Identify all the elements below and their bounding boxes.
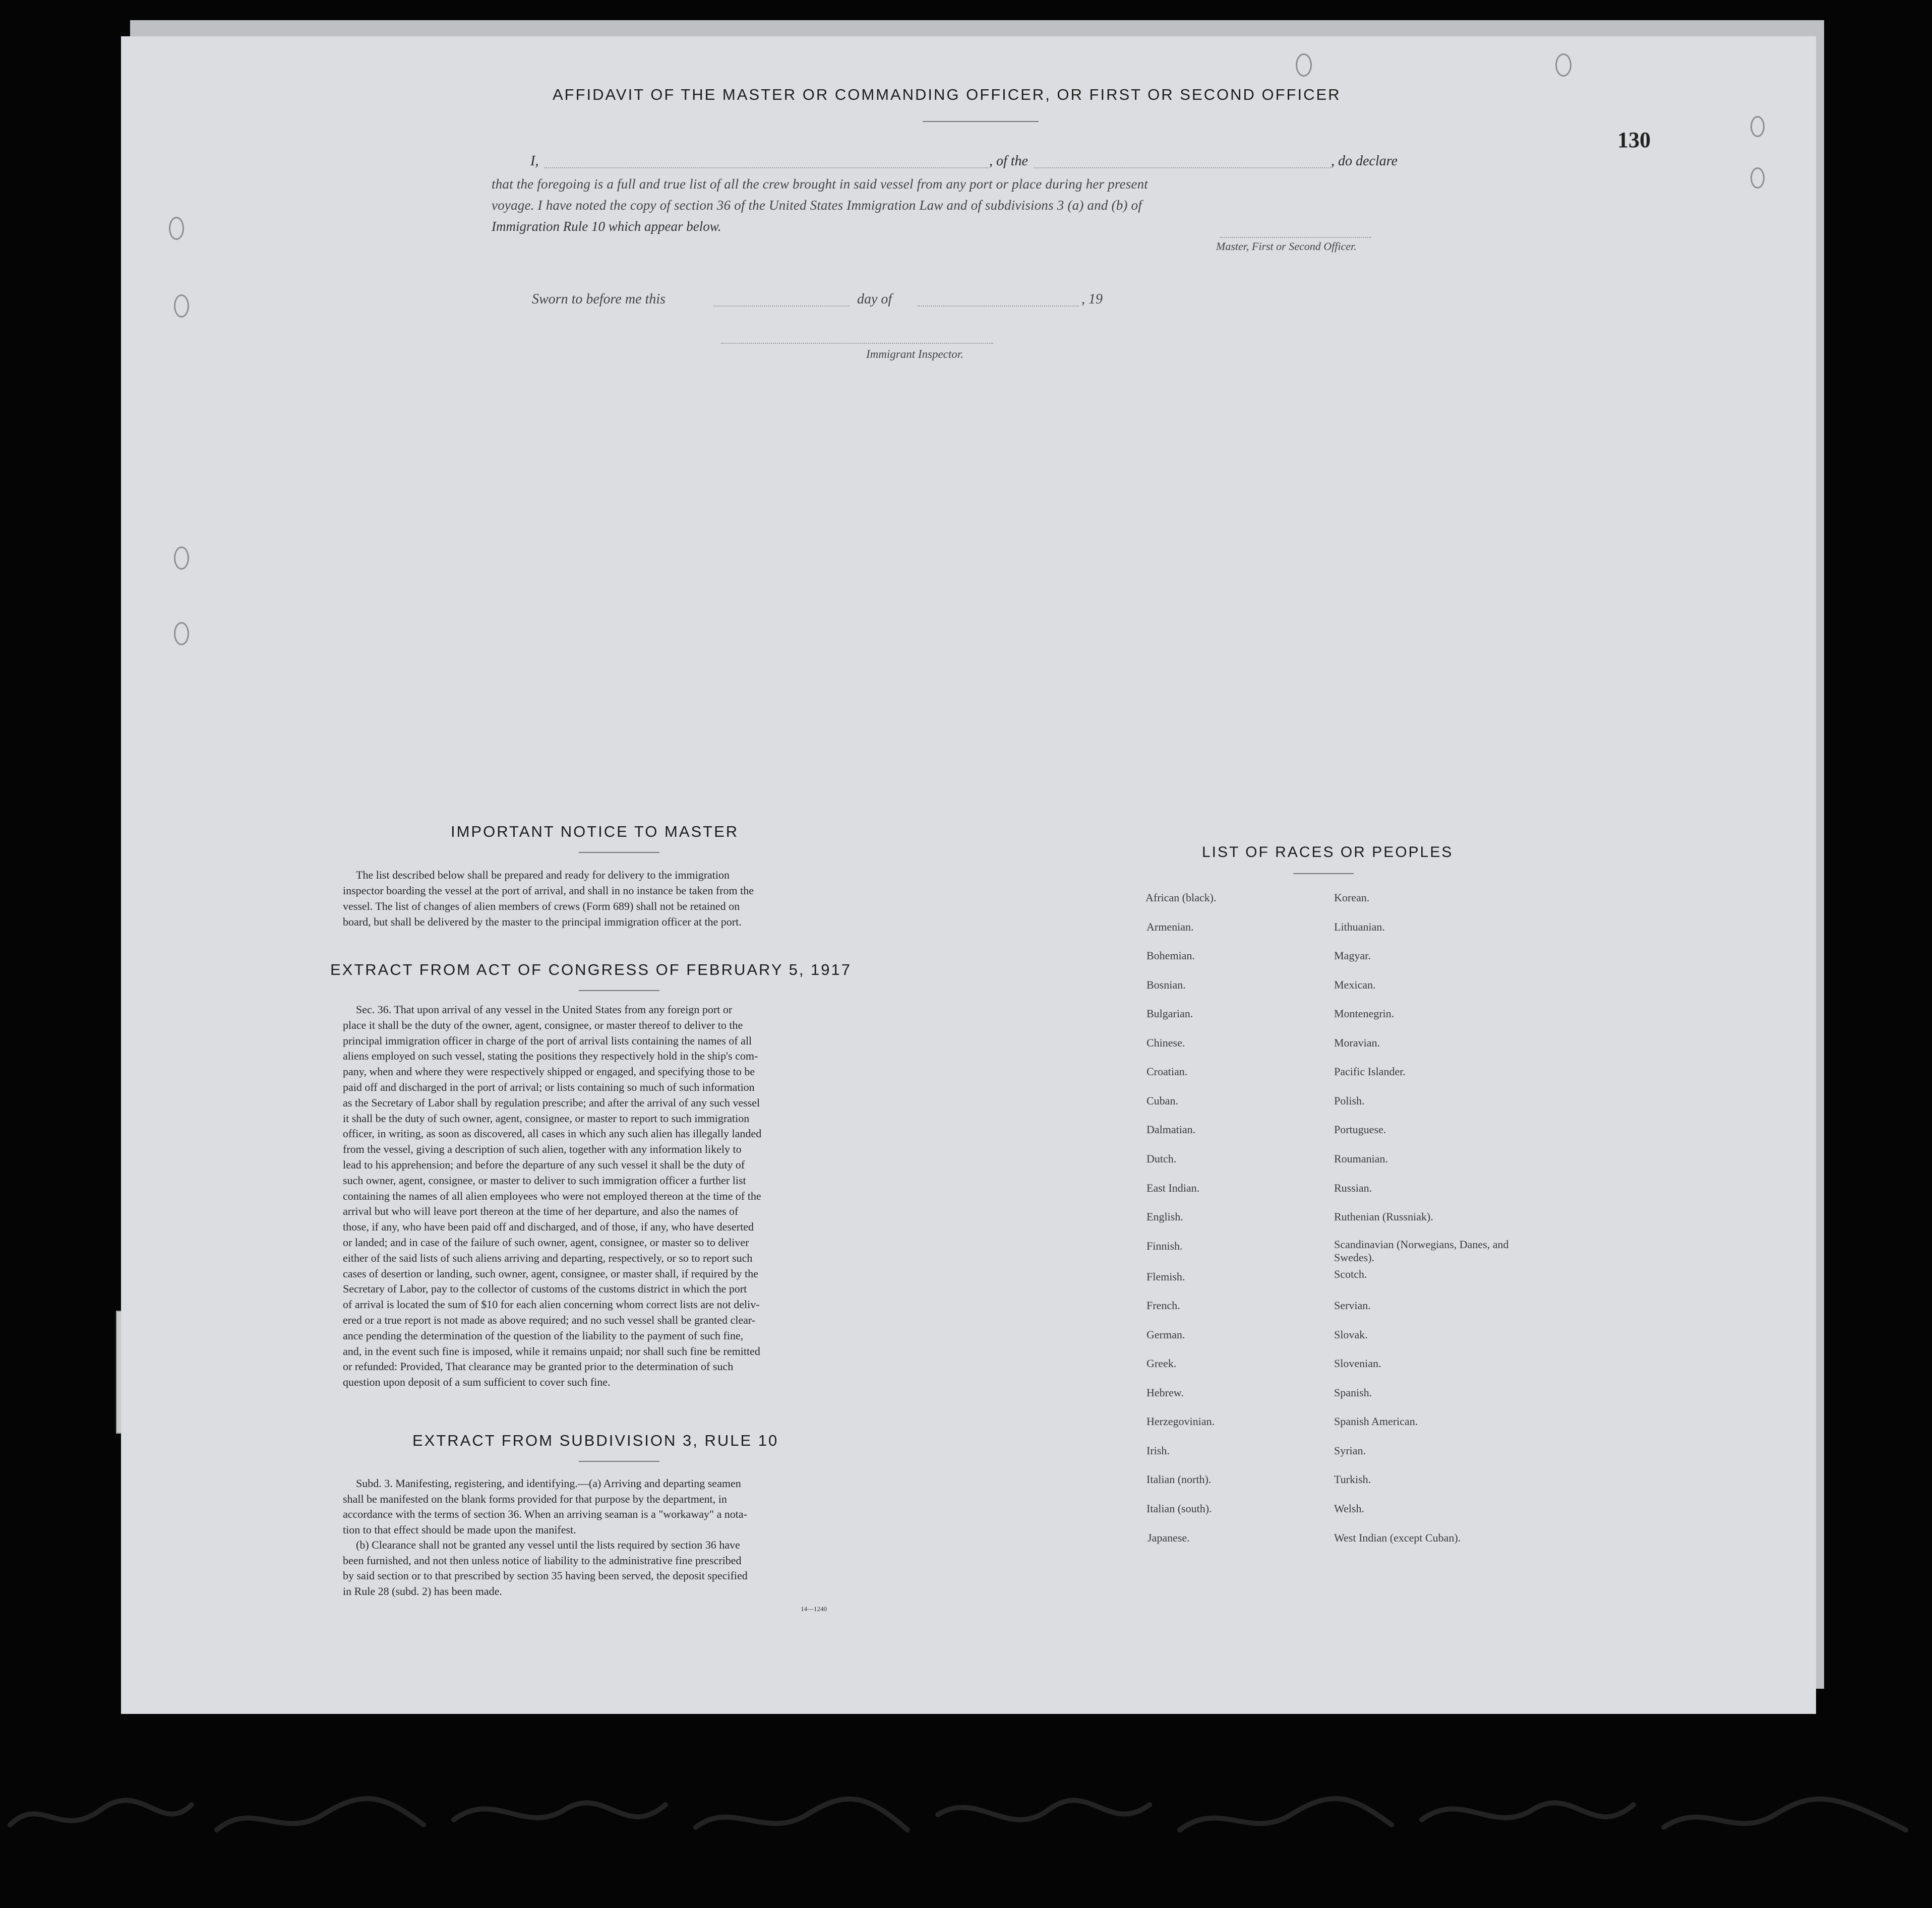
race-item: East Indian. bbox=[1146, 1182, 1200, 1194]
races-rule bbox=[1293, 873, 1354, 874]
punch-hole bbox=[1750, 167, 1765, 189]
act-line: cases of desertion or landing, such owner, agent, consignee, or master shall, if required by the bbox=[343, 1267, 758, 1280]
race-item: Roumanian. bbox=[1334, 1152, 1388, 1165]
race-item: Bulgarian. bbox=[1146, 1007, 1193, 1020]
act-line: paid off and discharged in the port of arrival; or lists containing so much of such information bbox=[343, 1080, 755, 1093]
act-line: containing the names of all alien employees who were not employed thereon at the time of the bbox=[343, 1189, 761, 1202]
notice-line: The list described below shall be prepared and ready for delivery to the immigration bbox=[356, 869, 730, 881]
act-line: it shall be the duty of such owner, agent, consignee, or master to report to such immigration bbox=[343, 1112, 750, 1125]
act-line: Secretary of Labor, pay to the collector of customs of the customs district in which the port bbox=[343, 1282, 747, 1296]
vessel-blank-line bbox=[1034, 167, 1331, 168]
act-paragraph bbox=[343, 1002, 902, 1390]
race-item: Turkish. bbox=[1334, 1473, 1371, 1486]
affidavit-line-4: Immigration Rule 10 which appear below. bbox=[492, 219, 721, 234]
affidavit-of-the: , of the bbox=[989, 153, 1028, 169]
race-item: Scotch. bbox=[1334, 1268, 1367, 1280]
sworn-day-of: day of bbox=[857, 291, 892, 307]
rule-extract-title: EXTRACT FROM SUBDIVISION 3, RULE 10 bbox=[412, 1432, 779, 1449]
rule-paragraph bbox=[343, 1476, 902, 1599]
race-item: Japanese. bbox=[1148, 1531, 1190, 1544]
notice-title: IMPORTANT NOTICE TO MASTER bbox=[451, 823, 739, 840]
punch-hole bbox=[1296, 53, 1312, 77]
act-line: from the vessel, giving a description of such alien, together with any information likely to bbox=[343, 1143, 742, 1156]
act-line: ance pending the determination of the question of the liability to the payment of such fine, bbox=[343, 1329, 744, 1342]
race-item: English. bbox=[1146, 1210, 1183, 1223]
race-item: Irish. bbox=[1146, 1444, 1170, 1457]
rule-line: in Rule 28 (subd. 2) has been made. bbox=[343, 1584, 502, 1597]
act-line: question upon deposit of a sum sufficient to cover such fine. bbox=[343, 1376, 611, 1389]
races-title: LIST OF RACES OR PEOPLES bbox=[1202, 844, 1454, 860]
bleed-through-handwriting bbox=[0, 1779, 1932, 1850]
race-item: Ruthenian (Russniak). bbox=[1334, 1210, 1433, 1223]
race-item: Italian (north). bbox=[1146, 1473, 1212, 1486]
race-item: Bosnian. bbox=[1146, 978, 1186, 991]
race-item: Croatian. bbox=[1146, 1065, 1188, 1078]
race-item: Spanish. bbox=[1334, 1386, 1372, 1399]
rule-line: shall be manifested on the blank forms provided for that purpose by the department, in bbox=[343, 1492, 727, 1505]
race-item: Portuguese. bbox=[1334, 1123, 1386, 1136]
act-line: those, if any, who have been paid off and discharged, and of those, if any, who have deserted bbox=[343, 1220, 754, 1234]
punch-hole bbox=[1750, 116, 1765, 137]
rule-line: by said section or to that prescribed by section 35 having been served, the deposit specified bbox=[343, 1569, 748, 1582]
form-number: 14—1240 bbox=[801, 1605, 827, 1613]
rule-line: been furnished, and not then unless notice of liability to the administrative fine prescribed bbox=[343, 1554, 742, 1567]
race-item: Welsh. bbox=[1334, 1502, 1364, 1515]
rule-extract-rule bbox=[579, 1461, 659, 1462]
master-signature-line bbox=[1220, 237, 1371, 238]
race-item: Lithuanian. bbox=[1334, 920, 1385, 933]
act-line: of arrival is located the sum of $10 for each alien concerning whom correct lists are not deliv- bbox=[343, 1298, 760, 1311]
punch-hole bbox=[174, 622, 189, 645]
race-item: German. bbox=[1146, 1328, 1185, 1341]
act-line: arrival but who will leave port thereon at the time of her departure, and also the names of bbox=[343, 1205, 739, 1218]
race-item: Syrian. bbox=[1334, 1444, 1366, 1457]
sworn-text: Sworn to before me this bbox=[532, 291, 666, 307]
race-item: Russian. bbox=[1334, 1182, 1372, 1194]
race-item: Spanish American. bbox=[1334, 1415, 1418, 1428]
inspector-caption: Immigrant Inspector. bbox=[866, 348, 963, 360]
race-item: Montenegrin. bbox=[1334, 1007, 1395, 1020]
act-line: place it shall be the duty of the owner, agent, consignee, or master thereof to deliver to the bbox=[343, 1018, 743, 1031]
sworn-day-line bbox=[713, 305, 850, 306]
affidavit-do-declare: , do declare bbox=[1331, 153, 1398, 169]
rule-line: Subd. 3. Manifesting, registering, and identifying.—(a) Arriving and departing seamen bbox=[356, 1477, 741, 1490]
act-line: either of the said lists of such aliens arriving and departing, respectively, or so to report such bbox=[343, 1251, 753, 1264]
race-item: French. bbox=[1146, 1299, 1180, 1312]
race-item: African (black). bbox=[1145, 891, 1217, 904]
race-item: Greek. bbox=[1146, 1357, 1177, 1370]
race-item: Bohemian. bbox=[1146, 949, 1195, 962]
act-extract-title: EXTRACT FROM ACT OF CONGRESS OF FEBRUARY 5, 1917 bbox=[330, 961, 852, 978]
affidavit-line-2: that the foregoing is a full and true list of all the crew brought in said vessel from any port or place during her present bbox=[492, 176, 1149, 192]
act-line: or landed; and in case of the failure of such owner, agent, consignee, or master so to deliver bbox=[343, 1236, 749, 1249]
act-line: ered or a true report is not made as above required; and no such vessel shall be granted clear- bbox=[343, 1313, 756, 1326]
affidavit-line-3: voyage. I have noted the copy of section 36 of the United States Immigration Law and of subdivisions 3 (a) and (b) of bbox=[492, 198, 1142, 213]
affidavit-i: I, bbox=[530, 153, 539, 169]
race-item: Italian (south). bbox=[1146, 1502, 1212, 1515]
page-number: 130 bbox=[1617, 128, 1651, 152]
act-line: pany, when and where they were respectively shipped or engaged, and specifying those to be bbox=[343, 1065, 755, 1078]
punch-hole bbox=[174, 294, 189, 318]
notice-line: vessel. The list of changes of alien members of crews (Form 689) shall not be retained on bbox=[343, 900, 740, 912]
act-line: lead to his apprehension; and before the departure of any such vessel it shall be the duty of bbox=[343, 1158, 745, 1171]
race-item: West Indian (except Cuban). bbox=[1334, 1531, 1461, 1544]
affidavit-title: AFFIDAVIT OF THE MASTER OR COMMANDING OFFICER, OR FIRST OR SECOND OFFICER bbox=[553, 86, 1341, 103]
rule-line: tion to that effect should be made upon the manifest. bbox=[343, 1523, 576, 1536]
race-item: Chinese. bbox=[1146, 1036, 1185, 1049]
race-item: Servian. bbox=[1334, 1299, 1371, 1312]
act-line: as the Secretary of Labor shall by regulation prescribe; and after the arrival of any such vessel bbox=[343, 1096, 760, 1109]
race-item: Moravian. bbox=[1334, 1036, 1380, 1049]
race-item: Pacific Islander. bbox=[1334, 1065, 1406, 1078]
race-item: Dutch. bbox=[1146, 1152, 1177, 1165]
sworn-month-line bbox=[918, 305, 1079, 306]
race-item: Polish. bbox=[1334, 1094, 1365, 1107]
race-item: Korean. bbox=[1334, 891, 1370, 904]
punch-hole bbox=[174, 546, 189, 570]
sworn-year: , 19 bbox=[1081, 291, 1103, 307]
rule-line: accordance with the terms of section 36. When an arriving seaman is a "workaway" a nota- bbox=[343, 1508, 747, 1520]
race-item: Magyar. bbox=[1334, 949, 1371, 962]
name-blank-line bbox=[545, 167, 988, 168]
race-item: Scandinavian (Norwegians, Danes, and Swedes). bbox=[1334, 1238, 1509, 1264]
race-item: Mexican. bbox=[1334, 978, 1376, 991]
race-item: Flemish. bbox=[1146, 1270, 1185, 1283]
act-line: Sec. 36. That upon arrival of any vessel in the United States from any foreign port or bbox=[356, 1003, 733, 1016]
race-item: Slovenian. bbox=[1334, 1357, 1381, 1370]
punch-hole bbox=[1555, 53, 1572, 77]
notice-line: inspector boarding the vessel at the port of arrival, and shall in no instance be taken from the bbox=[343, 884, 754, 897]
title-rule bbox=[923, 121, 1039, 122]
race-item: Finnish. bbox=[1146, 1240, 1183, 1252]
punch-hole bbox=[169, 217, 184, 240]
act-line: aliens employed on such vessel, stating the positions they respectively hold in the ship's com- bbox=[343, 1050, 758, 1063]
master-caption: Master, First or Second Officer. bbox=[1216, 240, 1357, 253]
notice-paragraph bbox=[343, 867, 902, 930]
race-item: Herzegovinian. bbox=[1146, 1415, 1215, 1428]
act-extract-rule bbox=[579, 990, 659, 991]
notice-line: board, but shall be delivered by the master to the principal immigration officer at the port. bbox=[343, 915, 742, 928]
race-item: Armenian. bbox=[1146, 920, 1194, 933]
manifest-page bbox=[121, 36, 1816, 1714]
act-line: principal immigration officer in charge of the port of arrival lists containing the names of all bbox=[343, 1034, 752, 1047]
race-item: Cuban. bbox=[1146, 1094, 1178, 1107]
rule-line: (b) Clearance shall not be granted any vessel until the lists required by section 36 have bbox=[356, 1538, 740, 1551]
inspector-signature-line bbox=[721, 343, 993, 344]
race-item: Hebrew. bbox=[1146, 1386, 1184, 1399]
act-line: such owner, agent, consignee, or master to deliver to such immigration officer a further list bbox=[343, 1174, 746, 1187]
act-line: officer, in writing, as soon as discovered, all cases in which any such alien has illegally landed bbox=[343, 1127, 762, 1140]
race-item: Slovak. bbox=[1334, 1328, 1368, 1341]
act-line: and, in the event such fine is imposed, while it remains unpaid; nor shall such fine be remitted bbox=[343, 1344, 760, 1358]
race-item: Dalmatian. bbox=[1146, 1123, 1196, 1136]
notice-rule bbox=[579, 852, 659, 853]
act-line: or refunded: Provided, That clearance may be granted prior to the determination of such bbox=[343, 1360, 734, 1373]
